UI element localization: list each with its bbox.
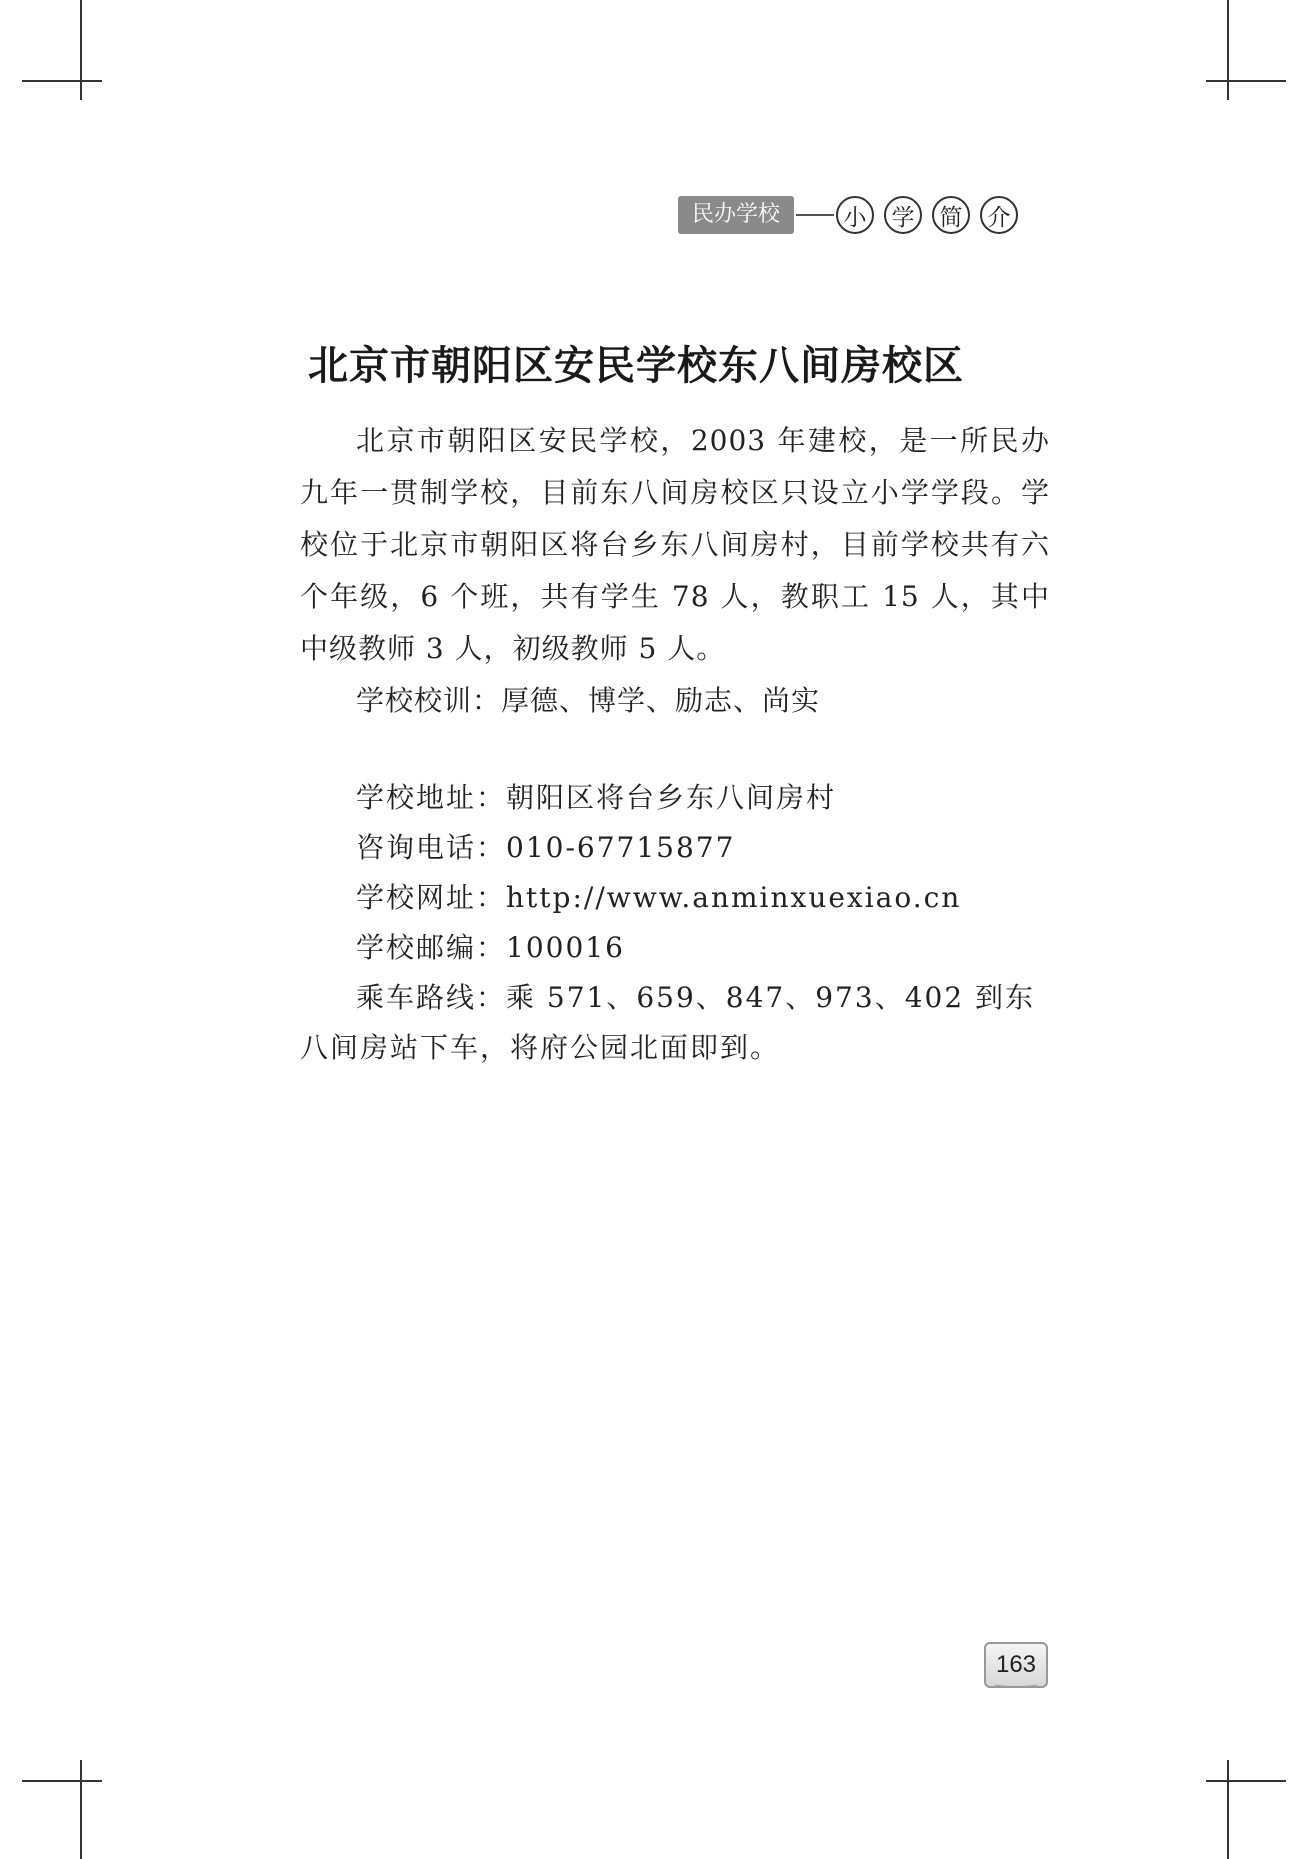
article-body	[300, 415, 1050, 1073]
section-title	[836, 196, 1018, 234]
postcode-value: 100016	[506, 931, 625, 964]
phone-line	[300, 823, 1050, 873]
route-value: 乘 571、659、847、973、402 到东八间房站下车，将府公园北面即到。	[300, 981, 1036, 1064]
crop-mark	[22, 80, 102, 82]
section-char: 小	[836, 196, 874, 234]
phone-label: 咨询电话：	[356, 831, 507, 864]
header-rule	[796, 214, 834, 216]
address-label: 学校地址：	[356, 781, 507, 814]
running-header	[678, 194, 1018, 236]
postcode-label: 学校邮编：	[356, 931, 507, 964]
page-title: 北京市朝阳区安民学校东八间房校区	[308, 343, 964, 389]
intro-paragraph: 北京市朝阳区安民学校，2003 年建校，是一所民办九年一贯制学校，目前东八间房校区只设立小学学段。学校位于北京市朝阳区将台乡东八间房村，目前学校共有六个年级，6 个班，共有学生 78 人，教职工 15 人，其中中级教师 3 人，初级教师 5 人。	[300, 424, 1050, 665]
section-char: 学	[884, 196, 922, 234]
address-value: 朝阳区将台乡东八间房村	[506, 781, 837, 814]
crop-mark	[80, 0, 82, 100]
page-number: 163	[995, 1651, 1037, 1678]
category-tag: 民办学校	[678, 196, 794, 234]
crop-mark	[1206, 80, 1286, 82]
website-label: 学校网址：	[356, 881, 507, 914]
phone-value: 010-67715877	[506, 831, 736, 864]
crop-mark	[22, 1780, 102, 1782]
address-line	[300, 773, 1050, 823]
route-line	[300, 973, 1050, 1073]
route-label: 乘车路线：	[356, 981, 507, 1014]
section-char: 简	[932, 196, 970, 234]
page-number-badge	[984, 1642, 1048, 1688]
crop-mark	[80, 1760, 82, 1859]
school-motto: 学校校训：厚德、博学、励志、尚实	[356, 684, 821, 717]
postcode-line	[300, 923, 1050, 973]
contact-info	[300, 773, 1050, 1073]
crop-mark	[1227, 1760, 1229, 1859]
crop-mark	[1206, 1780, 1286, 1782]
section-char: 介	[980, 196, 1018, 234]
crop-mark	[1227, 0, 1229, 100]
website-line	[300, 873, 1050, 923]
website-value: http://www.anminxuexiao.cn	[506, 881, 962, 914]
